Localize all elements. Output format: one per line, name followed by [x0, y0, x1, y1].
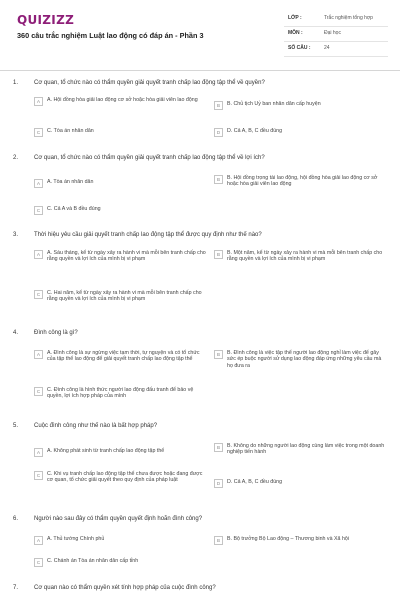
- option-text: B. Một năm, kể từ ngày xảy ra hành vi mà mỗi bên tranh chấp cho rằng quyền và lợi ích của mình bị vi phạm: [227, 250, 383, 263]
- option-text: A. Hội đồng hòa giải lao động cơ sở hoặc hòa giải viên lao động: [47, 97, 198, 103]
- option-letter-box[interactable]: B: [214, 536, 223, 545]
- option-letter-box[interactable]: B: [214, 350, 223, 359]
- question-text: Đình công là gì?: [34, 330, 78, 336]
- header-divider: [0, 70, 400, 71]
- info-table: [284, 12, 388, 57]
- subject-value: Đại học: [324, 30, 341, 36]
- option-text: C. Hai năm, kể từ ngày xảy ra hành vi mà mỗi bên tranh chấp cho rằng quyền và lợi ích của mình bị vi phạm: [47, 290, 202, 303]
- option-text: C. Chánh án Tòa án nhân dân cấp tỉnh: [47, 558, 139, 564]
- option-letter-box[interactable]: B: [214, 443, 223, 452]
- option-text: C. Đình công là hình thức người lao động đấu tranh để bảo vệ quyền, lợi ích hợp pháp của mình: [47, 387, 194, 400]
- question-text: Người nào sau đây có thẩm quyền quyết định hoãn đình công?: [34, 516, 203, 522]
- option-letter-box[interactable]: D: [214, 128, 223, 137]
- question-number: 2.: [13, 155, 19, 161]
- option-text: C. Khi vụ tranh chấp lao động tập thể chưa được hoặc đang được cơ quan, tổ chức giải quyết theo quy định của pháp luật: [47, 471, 203, 484]
- option-text: B. Bộ trưởng Bộ Lao động – Thương binh và Xã hội: [227, 536, 350, 542]
- question-text: Thời hiệu yêu cầu giải quyết tranh chấp lao động tập thể được quy định như thế nào?: [34, 232, 262, 238]
- option-text: B. Chủ tịch Uỷ ban nhân dân cấp huyện: [227, 101, 321, 107]
- option-text: A. Tòa án nhân dân: [47, 179, 94, 185]
- question-number: 7.: [13, 585, 19, 591]
- option-text: D. Cả A, B, C đều đúng: [227, 128, 283, 134]
- question-number: 3.: [13, 232, 19, 238]
- option-letter-box[interactable]: A: [34, 536, 43, 545]
- option-letter-box[interactable]: C: [34, 471, 43, 480]
- option-letter-box[interactable]: D: [214, 479, 223, 488]
- option-text: B. Đình công là việc tập thể người lao động nghỉ làm việc để gây sức ép buộc người sử dụng lao động đáp ứng những yêu cầu mà họ đưa ra: [227, 350, 382, 369]
- option-text: A. Không phát sinh từ tranh chấp lao động tập thể: [47, 448, 165, 454]
- question-count-label: SỐ CÂU :: [288, 45, 311, 51]
- option-letter-box[interactable]: C: [34, 206, 43, 215]
- option-text: B. Hội đồng trọng tài lao động, hội đồng hòa giải lao động cơ sở hoặc hòa giải viên lao động: [227, 175, 378, 188]
- option-letter-box[interactable]: C: [34, 558, 43, 567]
- option-letter-box[interactable]: A: [34, 448, 43, 457]
- info-row-class: [284, 12, 388, 27]
- question-number: 6.: [13, 516, 19, 522]
- option-text: A. Đình công là sự ngừng việc tạm thời, tự nguyện và có tổ chức của tập thể lao động để giải quyết tranh chấp lao động tập thể: [47, 350, 200, 363]
- option-letter-box[interactable]: B: [214, 101, 223, 110]
- option-letter-box[interactable]: C: [34, 128, 43, 137]
- option-text: C. Tòa án nhân dân: [47, 128, 94, 134]
- info-row-subject: [284, 27, 388, 42]
- question-number: 4.: [13, 330, 19, 336]
- option-text: C. Cả A và B đều đúng: [47, 206, 101, 212]
- option-letter-box[interactable]: A: [34, 179, 43, 188]
- option-letter-box[interactable]: A: [34, 350, 43, 359]
- option-text: B. Không do những người lao động cùng làm việc trong một doanh nghiệp tiến hành: [227, 443, 385, 456]
- question-text: Cơ quan, tổ chức nào có thẩm quyền giải quyết tranh chấp lao động tập thể về quyền?: [34, 80, 265, 86]
- option-text: D. Cả A, B, C đều đúng: [227, 479, 283, 485]
- subject-label: MÔN :: [288, 30, 303, 36]
- worksheet-title: 360 câu trắc nghiệm Luật lao động có đáp án - Phần 3: [17, 31, 204, 40]
- option-text: A. Sáu tháng, kể từ ngày xảy ra hành vi mà mỗi bên tranh chấp cho rằng quyền và lợi ích của mình bị vi phạm: [47, 250, 206, 263]
- option-letter-box[interactable]: A: [34, 97, 43, 106]
- question-number: 1.: [13, 80, 19, 86]
- option-letter-box[interactable]: B: [214, 250, 223, 259]
- option-letter-box[interactable]: C: [34, 387, 43, 396]
- question-text: Cơ quan, tổ chức nào có thẩm quyền giải quyết tranh chấp lao động tập thể về lợi ích?: [34, 155, 265, 161]
- question-text: Cơ quan nào có thẩm quyền xét tính hợp pháp của cuộc đình công?: [34, 585, 216, 591]
- class-value: Trắc nghiệm tổng hợp: [324, 15, 373, 21]
- question-count-value: 24: [324, 45, 330, 51]
- question-text: Cuộc đình công như thế nào là bất hợp pháp?: [34, 423, 158, 429]
- option-text: A. Thủ tướng Chính phủ: [47, 536, 105, 542]
- option-letter-box[interactable]: C: [34, 290, 43, 299]
- info-row-count: [284, 42, 388, 57]
- worksheet-header: [0, 0, 400, 70]
- class-label: LỚP :: [288, 15, 302, 21]
- question-number: 5.: [13, 423, 19, 429]
- option-letter-box[interactable]: B: [214, 175, 223, 184]
- option-letter-box[interactable]: A: [34, 250, 43, 259]
- quizizz-logo: QUIZIZZ: [17, 13, 75, 27]
